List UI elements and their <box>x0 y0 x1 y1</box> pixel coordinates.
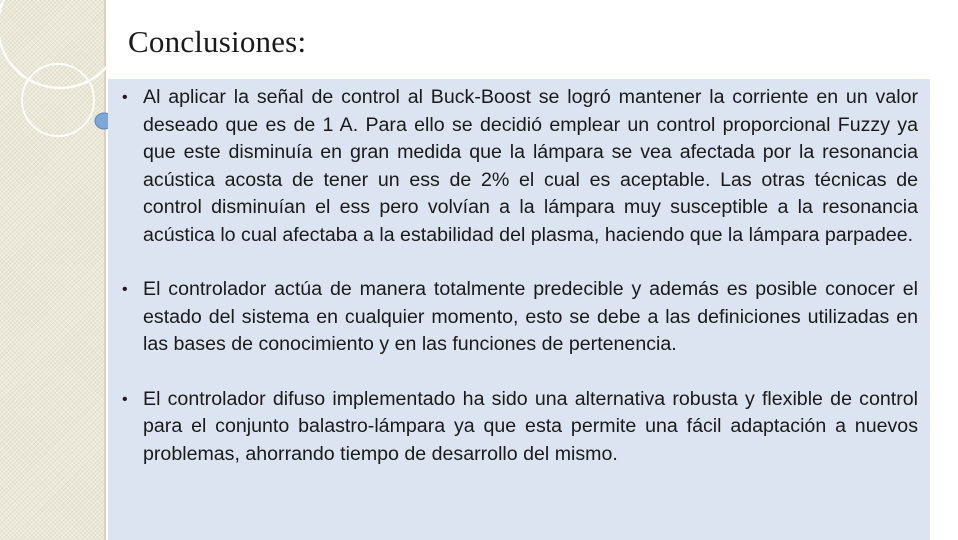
conclusion-item-2 <box>116 276 918 359</box>
conclusions-list <box>116 84 918 468</box>
conclusion-item-1 <box>116 84 918 249</box>
content-box <box>108 79 930 540</box>
bullet-icon: • <box>122 281 128 298</box>
conclusion-text-3: El controlador difuso implementado ha sido una alternativa robusta y flexible de control para el conjunto balastro-lámpara ya que esta permite una fácil adaptación a nuevos problemas, ahorrando tiempo de desarrollo del mismo. <box>143 387 918 465</box>
conclusion-item-3 <box>116 386 918 469</box>
conclusion-text-1: Al aplicar la señal de control al Buck-Boost se logró mantener la corriente en un valor deseado que es de 1 A. Para ello se decidió emplear un control proporcional Fuzzy ya que este disminuía en gran medida que la lámpara se vea afectada por la resonancia acústica acosta de tener un ess de 2% el cual es aceptable. Las otras técnicas de control disminuían el ess pero volvían a la lámpara muy susceptible a la resonancia acústica lo cual afectaba a la estabilidad del plasma, haciendo que la lámpara parpadee. <box>143 86 918 246</box>
conclusion-text-2: El controlador actúa de manera totalmente predecible y además es posible conocer el estado del sistema en cualquier momento, esto se debe a las definiciones utilizadas en las bases de conocimiento y en las funciones de pertenencia. <box>143 278 918 355</box>
slide-title: Conclusiones: <box>128 24 307 59</box>
bullet-icon: • <box>122 390 128 408</box>
bullet-icon: • <box>122 89 128 106</box>
